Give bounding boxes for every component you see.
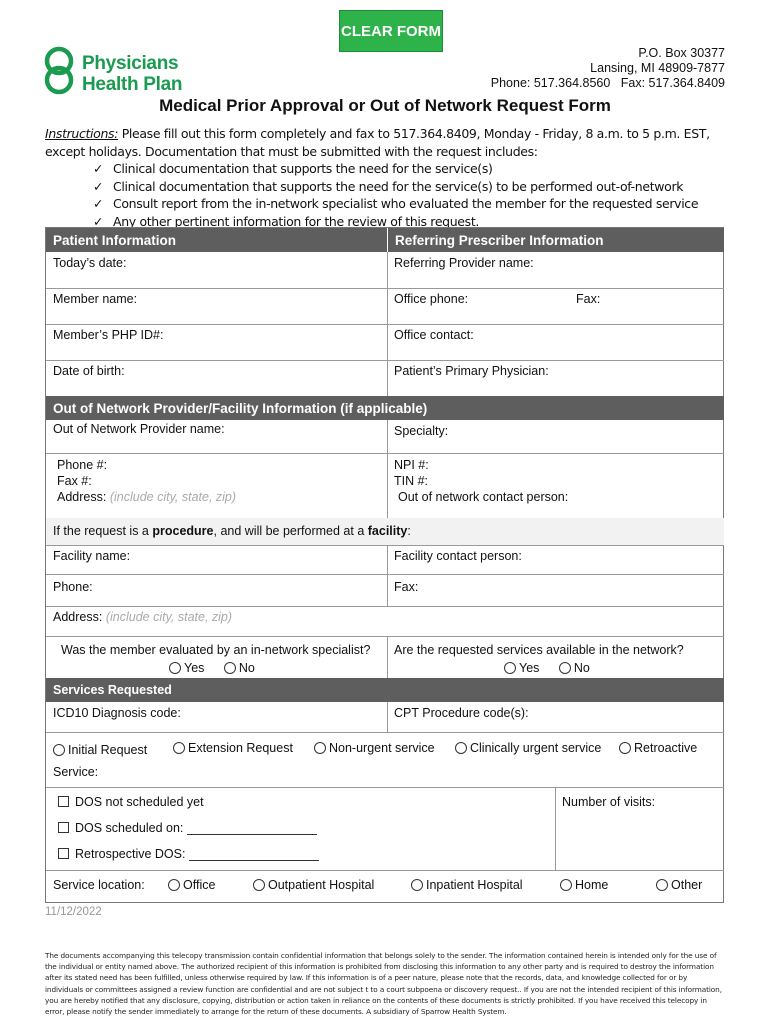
primary-physician-label: Patient’s Primary Physician: [394, 364, 549, 378]
oon-phone-label: Phone #: [57, 458, 108, 472]
radio-icon [173, 742, 185, 754]
office-fax-label: Fax: [576, 292, 601, 306]
non-urgent-radio[interactable]: Non-urgent service [314, 737, 435, 759]
radio-icon [53, 744, 65, 756]
radio-icon [411, 879, 423, 891]
npi-label: NPI #: [394, 458, 429, 472]
q2-no-radio[interactable]: No [559, 661, 590, 675]
icd10-label: ICD10 Diagnosis code: [53, 706, 181, 720]
radio-icon [504, 662, 516, 674]
oon-ids[interactable] [387, 453, 724, 518]
location-home-radio[interactable]: Home [560, 878, 608, 892]
oon-provider-field[interactable] [46, 418, 387, 453]
oon-contact-info[interactable] [50, 453, 387, 518]
dos-not-scheduled-checkbox[interactable]: DOS not scheduled yet [51, 791, 551, 811]
radio-icon [455, 742, 467, 754]
member-id-field[interactable] [46, 324, 387, 360]
dob-field[interactable] [46, 360, 387, 396]
php-logo-icon [42, 46, 80, 96]
location-office-radio[interactable]: Office [168, 878, 215, 892]
patient-info-header: Patient Information [46, 228, 387, 252]
clinically-urgent-radio[interactable]: Clinically urgent service [455, 737, 601, 759]
dos-scheduled-checkbox[interactable]: DOS scheduled on: [51, 817, 551, 837]
address-line2: Lansing, MI 48909-7877 [590, 61, 725, 75]
service-location-group [46, 874, 724, 900]
list-item-text: Clinical documentation that supports the need for the service(s) to be performed out-of-network [113, 178, 684, 194]
tin-label: TIN #: [394, 474, 429, 488]
cpt-field[interactable] [387, 702, 724, 732]
retrospective-dos-checkbox[interactable]: Retrospective DOS: [51, 843, 551, 863]
radio-icon [224, 662, 236, 674]
q1-yes-radio[interactable]: Yes [169, 661, 204, 675]
facility-address-label: Address: [53, 610, 103, 624]
instructions [45, 125, 735, 230]
facility-fax-label: Fax: [394, 580, 419, 594]
network-availability-question [387, 637, 724, 679]
radio-icon [656, 879, 668, 891]
q2-text: Are the requested services available in the network? [394, 643, 684, 657]
address-line1: P.O. Box 30377 [638, 46, 725, 60]
prescriber-info-header: Referring Prescriber Information [388, 228, 724, 252]
office-fax-field[interactable] [569, 288, 719, 324]
instructions-text: Please fill out this form completely and fax to 517.364.8409, Monday - Friday, 8 a.m. to 5 p.m. EST, except holidays. Documentation that must be submitted with the request includes: [45, 126, 710, 159]
location-inpatient-radio[interactable]: Inpatient Hospital [411, 878, 523, 892]
services-header: Services Requested [46, 678, 724, 702]
oon-header: Out of Network Provider/Facility Information (if applicable) [46, 396, 724, 420]
todays-date-field[interactable] [46, 252, 387, 288]
initial-request-radio[interactable]: Initial Request [53, 739, 147, 761]
office-phone-label: Office phone: [394, 292, 469, 306]
checkbox-icon [58, 796, 69, 807]
oon-fax-label: Fax #: [57, 474, 92, 488]
list-item-text: Any other pertinent information for the review of this request. [113, 213, 479, 229]
address-line3: Phone: 517.364.8560 Fax: 517.364.8409 [490, 76, 725, 90]
radio-icon [559, 662, 571, 674]
clear-form-button[interactable]: CLEAR FORM [339, 10, 443, 52]
facility-fax-field[interactable] [387, 576, 724, 606]
radio-icon [619, 742, 631, 754]
cpt-label: CPT Procedure code(s): [394, 706, 529, 720]
referring-provider-label: Referring Provider name: [394, 256, 534, 270]
facility-phone-label: Phone: [53, 580, 93, 594]
visits-field[interactable] [555, 791, 724, 811]
facility-contact-label: Facility contact person: [394, 549, 522, 563]
oon-address-label: Address: (include city, state, zip) [57, 490, 237, 504]
address-hint: (include city, state, zip) [105, 610, 233, 624]
checkmark-icon: ✓ [93, 178, 104, 194]
in-network-specialist-question [54, 637, 387, 679]
facility-phone-field[interactable] [46, 576, 387, 606]
specialty-label: Specialty: [394, 424, 449, 438]
doc-requirements-list [45, 160, 735, 230]
request-form [45, 227, 724, 903]
checkbox-icon [58, 822, 69, 833]
oon-contact-label: Out of network contact person: [398, 490, 569, 504]
location-other-radio[interactable]: Other [656, 878, 702, 892]
logo-text [82, 53, 182, 95]
extension-request-radio[interactable]: Extension Request [173, 737, 293, 759]
primary-physician-field[interactable] [387, 360, 724, 396]
member-name-label: Member name: [53, 292, 138, 306]
list-item-text: Consult report from the in-network specialist who evaluated the member for the requested service [113, 196, 699, 211]
facility-contact-field[interactable] [387, 545, 724, 574]
contact-address [491, 46, 725, 91]
radio-icon [314, 742, 326, 754]
logo-line1: Physicians [82, 53, 179, 74]
dob-label: Date of birth: [53, 364, 125, 378]
location-outpatient-radio[interactable]: Outpatient Hospital [253, 878, 374, 892]
radio-icon [168, 879, 180, 891]
request-type-group [46, 735, 724, 785]
retrospective-dos-input[interactable] [189, 860, 319, 861]
radio-icon [253, 879, 265, 891]
service-label: Service: [53, 765, 99, 779]
checkmark-icon: ✓ [93, 213, 104, 229]
office-contact-label: Office contact: [394, 328, 474, 342]
confidentiality-notice: The documents accompanying this telecopy transmission contain confidential information that belongs solely to the sender. The information contained herein is intended only for the use of the individual or entity named above. The authorized recipient of this information is prohibited from disclosing this information to any other party and is required to destroy the information after its stated need has been fulfilled, unless otherwise required by law. If this information is of a peer nature, please note that the records, data, and knowledge collected for or by individuals or committees assigned a review function are confidential and are not subject t to a court subpoena or discovery request.. If you are not the intended recipient of this information, you are hereby notified that any disclosure, copying, distribution or action taken in reliance on the contents of these documents is strictly prohibited. If you have received this telecopy in error, please notify the sender immediately to arrange for the return of these documents. A subsidiary of Sparrow Health System. [45, 951, 722, 1017]
form-title: Medical Prior Approval or Out of Network Request Form [159, 96, 611, 115]
service-location-label: Service location: [53, 878, 145, 892]
member-id-label: Member’s PHP ID#: [53, 328, 164, 342]
radio-icon [560, 879, 572, 891]
q2-yes-radio[interactable]: Yes [504, 661, 539, 675]
facility-intro: If the request is a procedure, and will be performed at a facility: [46, 518, 724, 545]
referring-provider-field[interactable] [387, 252, 724, 288]
facility-name-label: Facility name: [53, 549, 131, 563]
list-item [93, 160, 735, 178]
list-item-text: Clinical documentation that supports the need for the service(s) [113, 161, 493, 176]
retroactive-radio[interactable]: Retroactive [619, 737, 697, 759]
address-hint: (include city, state, zip) [109, 490, 237, 504]
icd10-field[interactable] [46, 702, 387, 732]
q1-text: Was the member evaluated by an in-network specialist? [61, 643, 371, 657]
instructions-label: Instructions: [45, 126, 119, 141]
checkmark-icon: ✓ [93, 161, 104, 176]
office-contact-field[interactable] [387, 324, 724, 360]
list-item [93, 195, 735, 213]
oon-provider-label: Out of Network Provider name: [53, 422, 225, 436]
checkbox-icon [58, 848, 69, 859]
radio-icon [169, 662, 181, 674]
logo-line2: Health Plan [82, 74, 183, 95]
facility-address-field[interactable] [46, 606, 724, 636]
dos-scheduled-input[interactable] [187, 834, 317, 835]
facility-name-field[interactable] [46, 545, 387, 574]
list-item [93, 178, 735, 196]
specialty-field[interactable] [387, 420, 724, 453]
form-date: 11/12/2022 [45, 906, 102, 918]
todays-date-label: Today’s date: [53, 256, 127, 270]
office-phone-field[interactable] [387, 288, 577, 324]
q1-no-radio[interactable]: No [224, 661, 255, 675]
checkmark-icon: ✓ [93, 196, 104, 211]
visits-label: Number of visits: [562, 795, 656, 809]
member-name-field[interactable] [46, 288, 387, 324]
